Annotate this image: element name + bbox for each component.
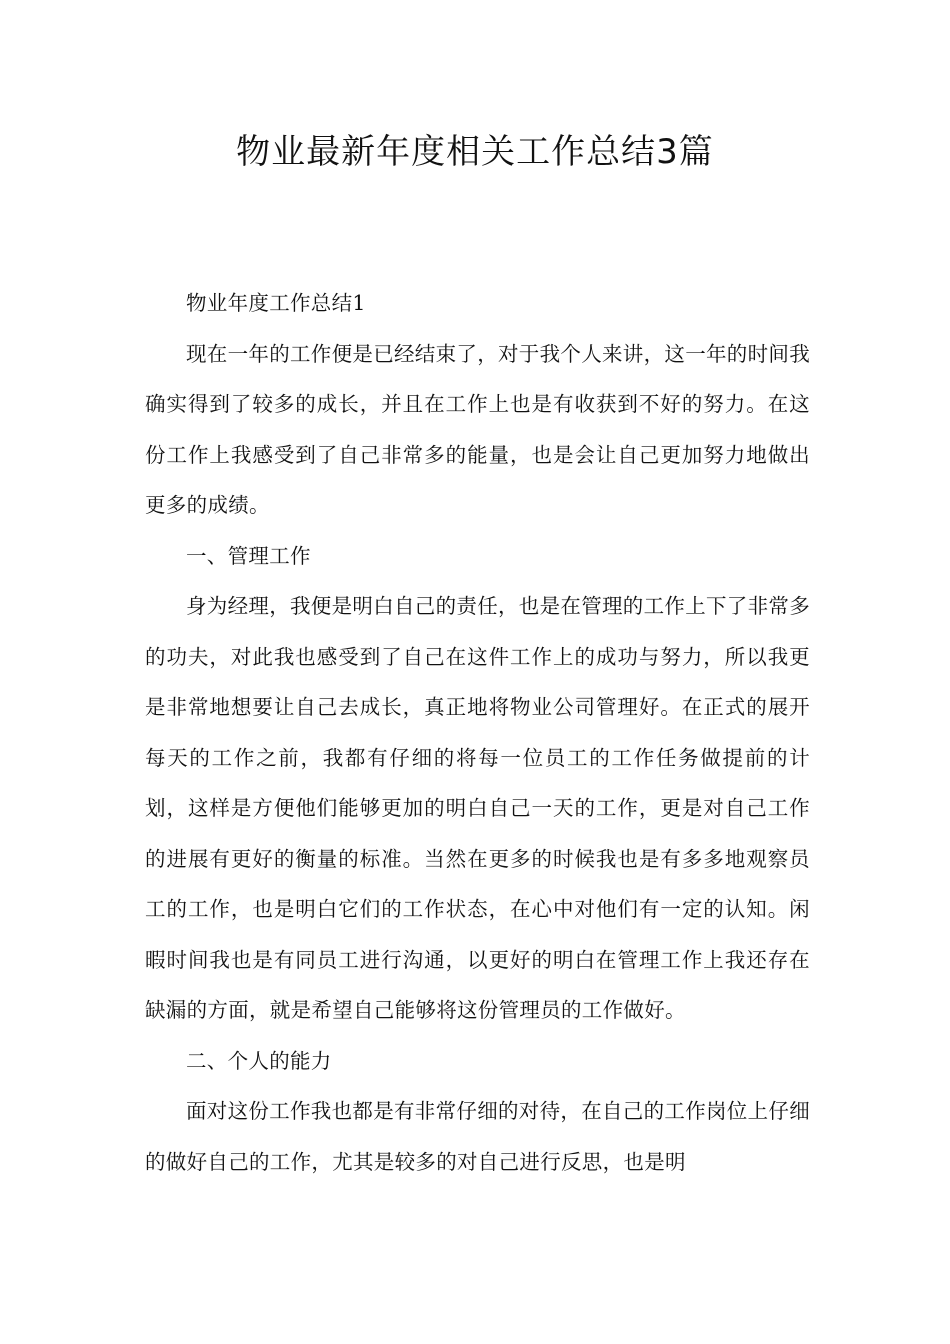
section-heading-personal-ability: 二、个人的能力 — [186, 1048, 332, 1073]
section-heading-summary-1: 物业年度工作总结1 — [186, 291, 366, 315]
paragraph-intro: 现在一年的工作便是已经结束了，对于我个人来讲，这一年的时间我确实得到了较多的成长，并且在工作上也是有收获到不好的努力。在这份工作上我感受到了自己非常多的能量，也是会让自己更加努力地做出更多的成绩。 — [145, 341, 810, 517]
document-body — [145, 278, 810, 1187]
paragraph-management: 身为经理，我便是明白自己的责任，也是在管理的工作上下了非常多的功夫，对此我也感受到了自己在这件工作上的成功与努力，所以我更是非常地想要让自己去成长，真正地将物业公司管理好。在正式的展开每天的工作之前，我都有仔细的将每一位员工的工作任务做提前的计划，这样是方便他们能够更加的明白自己一天的工作，更是对自己工作的进展有更好的衡量的标准。当然在更多的时候我也是有多多地观察员工的工作，也是明白它们的工作状态，在心中对他们有一定的认知。闲暇时间我也是有同员工进行沟通，以更好的明白在管理工作上我还存在缺漏的方面，就是希望自己能够将这份管理员的工作做好。 — [145, 594, 810, 1022]
document-title: 物业最新年度相关工作总结3篇 — [236, 132, 714, 172]
paragraph-personal-ability: 面对这份工作我也都是有非常仔细的对待，在自己的工作岗位上仔细的做好自己的工作，尤其是较多的对自己进行反思，也是明 — [145, 1099, 810, 1174]
section-heading-management: 一、管理工作 — [186, 543, 311, 568]
